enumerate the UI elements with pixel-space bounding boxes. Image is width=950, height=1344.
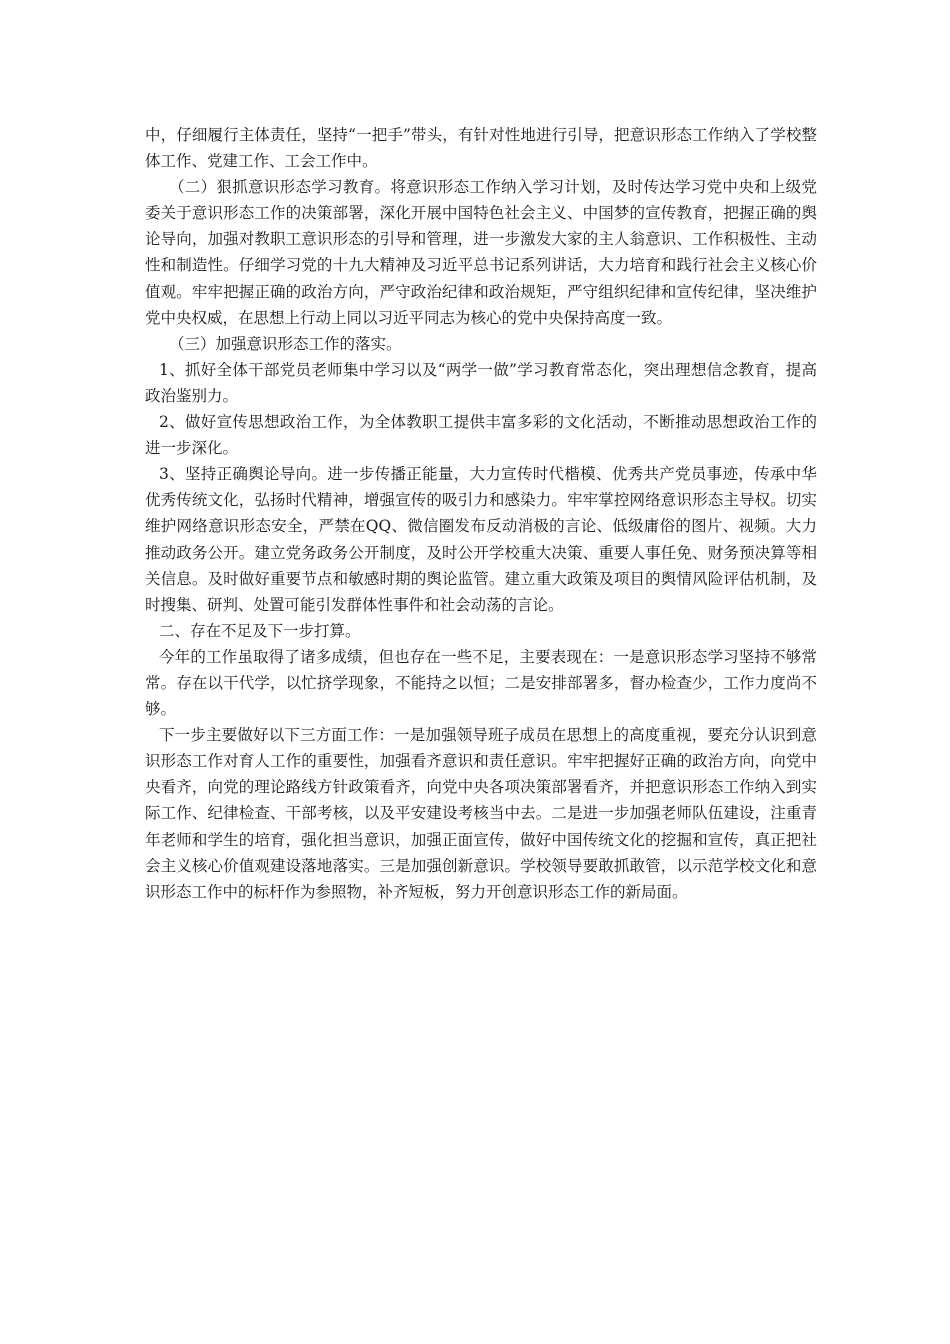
paragraph-heading-shortcomings: 二、存在不足及下一步打算。	[159, 621, 361, 640]
paragraph-next-steps: 下一步主要做好以下三方面工作：一是加强领导班子成员在思想上的高度重视，要充分认识到意识形态工作对育人工作的重要性，加强看齐意识和责任意识。牢牢把握好正确的政治方向，向党中央看齐，向党的理论路线方针政策看齐，向党中央各项决策部署看齐，并把意识形态工作纳入到实际工作、纪律检查、干部考核，以及平安建设考核当中去。二是进一步加强老师队伍建设，注重青年老师和学生的培育，强化担当意识，加强正面宣传，做好中国传统文化的挖掘和宣传，真正把社会主义核心价值观建设落地落实。三是加强创新意识。学校领导要敢抓敢管，以示范学校文化和意识形态工作中的标杆作为参照物，补齐短板，努力开创意识形态工作的新局面。	[145, 726, 817, 901]
document-body	[145, 122, 817, 905]
paragraph-shortcomings: 今年的工作虽取得了诸多成绩，但也存在一些不足，主要表现在：一是意识形态学习坚持不够常常。存在以干代学，以忙挤学现象，不能持之以恒；二是安排部署多，督办检查少，工作力度尚不够。	[145, 647, 817, 719]
paragraph-section-3-heading: （三）加强意识形态工作的落实。	[169, 334, 402, 353]
paragraph-continuation: 中，仔细履行主体责任，坚持“一把手”带头，有针对性地进行引导，把意识形态工作纳入了学校整体工作、党建工作、工会工作中。	[145, 126, 817, 171]
paragraph-item-3: 3、坚持正确舆论导向。进一步传播正能量，大力宣传时代楷模、优秀共产党员事迹，传承中华优秀传统文化，弘扬时代精神，增强宣传的吸引力和感染力。牢牢掌控网络意识形态主导权。切实维护网络意识形态安全，严禁在QQ、微信圈发布反动消极的言论、低级庸俗的图片、视频。大力推动政务公开。建立党务政务公开制度，及时公开学校重大决策、重要人事任免、财务预决算等相关信息。及时做好重要节点和敏感时期的舆论监管。建立重大政策及项目的舆情风险评估机制，及时搜集、研判、处置可能引发群体性事件和社会动荡的言论。	[145, 465, 817, 614]
paragraph-section-2: （二）狠抓意识形态学习教育。将意识形态工作纳入学习计划，及时传达学习党中央和上级党委关于意识形态工作的决策部署，深化开展中国特色社会主义、中国梦的宣传教育，把握正确的舆论导向，加强对教职工意识形态的引导和管理，进一步激发大家的主人翁意识、工作积极性、主动性和制造性。仔细学习党的十九大精神及习近平总书记系列讲话，大力培育和践行社会主义核心价值观。牢牢把握正确的政治方向，严守政治纪律和政治规矩，严守组织纪律和宣传纪律，坚决维护党中央权威，在思想上行动上同以习近平同志为核心的党中央保持高度一致。	[145, 178, 817, 327]
paragraph-item-1: 1、抓好全体干部党员老师集中学习以及“两学一做”学习教育常态化，突出理想信念教育，提高政治鉴别力。	[145, 360, 817, 405]
paragraph-item-2: 2、做好宣传思想政治工作，为全体教职工提供丰富多彩的文化活动，不断推动思想政治工作的进一步深化。	[145, 413, 817, 458]
